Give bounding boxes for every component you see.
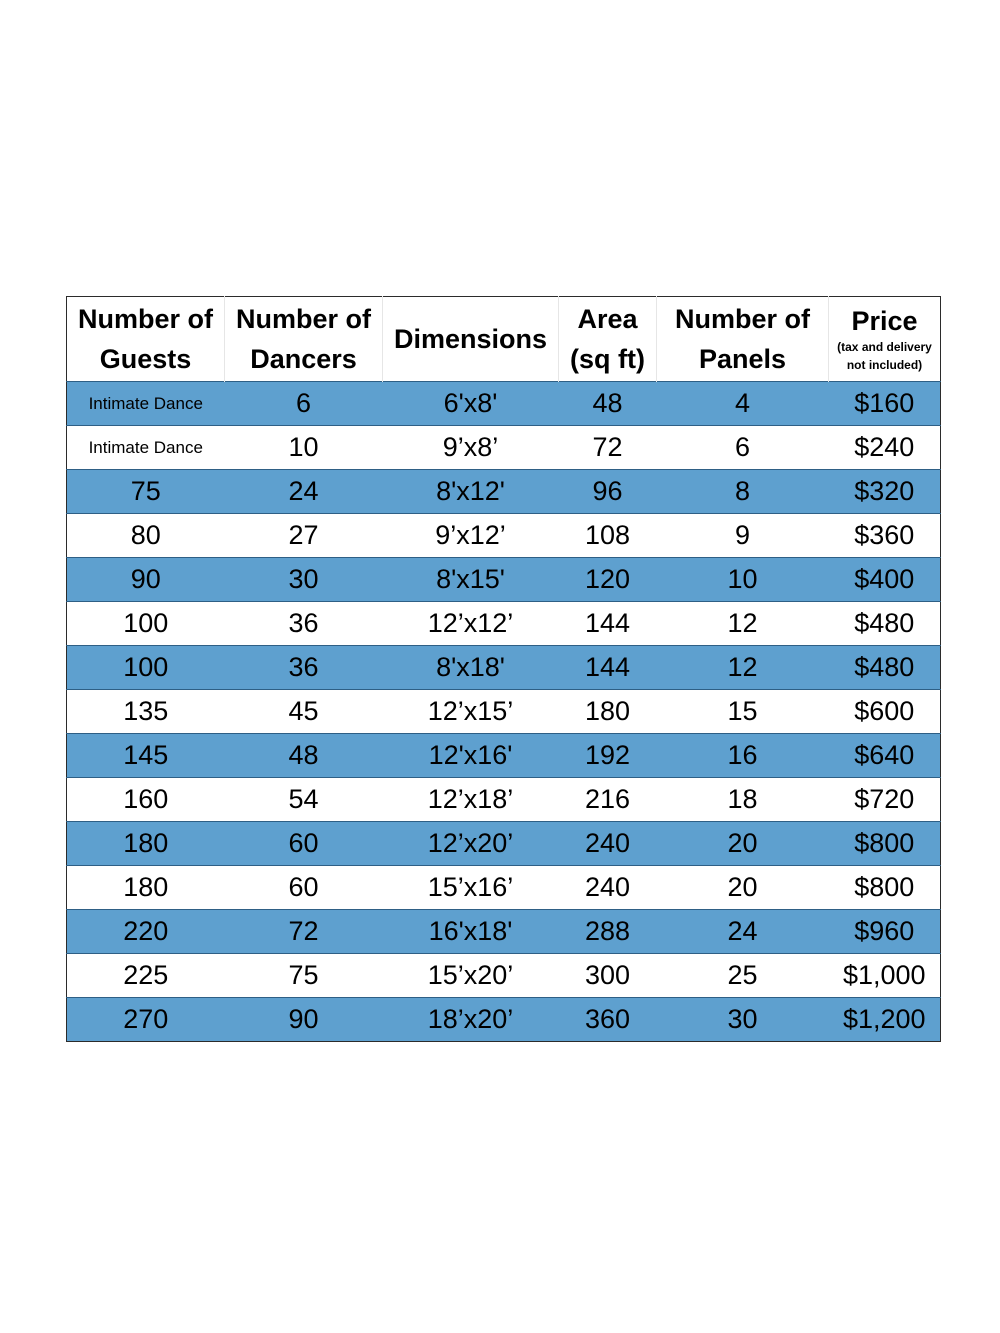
cell-panels: 6 (657, 426, 829, 470)
header-dimensions-label: Dimensions (393, 324, 548, 354)
cell-panels: 12 (657, 602, 829, 646)
cell-guests: 90 (67, 558, 225, 602)
table-row (67, 602, 941, 646)
cell-price: $1,200 (829, 998, 941, 1042)
cell-panels: 24 (657, 910, 829, 954)
cell-guests: 100 (67, 646, 225, 690)
cell-dancers: 36 (225, 646, 383, 690)
table-row (67, 690, 941, 734)
cell-area: 144 (559, 646, 657, 690)
table-row (67, 514, 941, 558)
header-price-note-line2: not included) (846, 358, 923, 372)
cell-guests: 100 (67, 602, 225, 646)
cell-area: 180 (559, 690, 657, 734)
cell-dimensions: 16'x18' (383, 910, 559, 954)
table-row (67, 426, 941, 470)
table-row (67, 734, 941, 778)
cell-dancers: 36 (225, 602, 383, 646)
cell-panels: 8 (657, 470, 829, 514)
cell-guests: 80 (67, 514, 225, 558)
table-body (67, 382, 941, 1042)
table-row (67, 778, 941, 822)
cell-dancers: 6 (225, 382, 383, 426)
cell-panels: 9 (657, 514, 829, 558)
cell-dimensions: 12'x16' (383, 734, 559, 778)
cell-dimensions: 9’x8’ (383, 426, 559, 470)
cell-dancers: 90 (225, 998, 383, 1042)
cell-panels: 30 (657, 998, 829, 1042)
table-row (67, 470, 941, 514)
header-guests (67, 297, 225, 382)
cell-area: 192 (559, 734, 657, 778)
cell-price: $720 (829, 778, 941, 822)
cell-guests: 270 (67, 998, 225, 1042)
cell-panels: 16 (657, 734, 829, 778)
cell-area: 48 (559, 382, 657, 426)
cell-dancers: 48 (225, 734, 383, 778)
cell-guests: 225 (67, 954, 225, 998)
header-dancers-line2: Dancers (250, 344, 357, 374)
cell-guests: 160 (67, 778, 225, 822)
cell-panels: 18 (657, 778, 829, 822)
table-row (67, 866, 941, 910)
cell-guests: 75 (67, 470, 225, 514)
header-price-label: Price (851, 306, 918, 336)
cell-panels: 20 (657, 866, 829, 910)
cell-price: $480 (829, 602, 941, 646)
header-row (67, 297, 941, 382)
cell-area: 300 (559, 954, 657, 998)
cell-area: 72 (559, 426, 657, 470)
cell-dimensions: 8'x12' (383, 470, 559, 514)
cell-area: 144 (559, 602, 657, 646)
header-price-note-line1: (tax and delivery (837, 340, 932, 354)
cell-dancers: 45 (225, 690, 383, 734)
cell-dancers: 10 (225, 426, 383, 470)
cell-area: 96 (559, 470, 657, 514)
cell-dancers: 30 (225, 558, 383, 602)
table-row (67, 558, 941, 602)
cell-dimensions: 15’x16’ (383, 866, 559, 910)
header-dimensions (383, 297, 559, 382)
cell-price: $240 (829, 426, 941, 470)
cell-dimensions: 8'x18' (383, 646, 559, 690)
cell-dancers: 60 (225, 866, 383, 910)
cell-guests: Intimate Dance (67, 426, 225, 470)
cell-dancers: 72 (225, 910, 383, 954)
table-header (67, 297, 941, 382)
cell-area: 240 (559, 822, 657, 866)
cell-price: $1,000 (829, 954, 941, 998)
header-area-line1: Area (577, 304, 638, 334)
cell-panels: 12 (657, 646, 829, 690)
cell-price: $800 (829, 866, 941, 910)
table-row (67, 382, 941, 426)
cell-dimensions: 9’x12’ (383, 514, 559, 558)
cell-guests: 180 (67, 866, 225, 910)
cell-dancers: 75 (225, 954, 383, 998)
cell-dimensions: 12’x18’ (383, 778, 559, 822)
header-price (829, 297, 941, 382)
cell-dimensions: 12’x15’ (383, 690, 559, 734)
cell-dimensions: 6'x8' (383, 382, 559, 426)
cell-price: $960 (829, 910, 941, 954)
cell-guests: 180 (67, 822, 225, 866)
cell-price: $320 (829, 470, 941, 514)
cell-area: 288 (559, 910, 657, 954)
table-row (67, 910, 941, 954)
header-panels-line2: Panels (698, 344, 787, 374)
cell-price: $640 (829, 734, 941, 778)
cell-area: 108 (559, 514, 657, 558)
header-dancers (225, 297, 383, 382)
cell-price: $160 (829, 382, 941, 426)
cell-dimensions: 15’x20’ (383, 954, 559, 998)
cell-dancers: 60 (225, 822, 383, 866)
cell-guests: 220 (67, 910, 225, 954)
dance-floor-pricing-table (66, 296, 941, 1042)
cell-panels: 4 (657, 382, 829, 426)
cell-price: $400 (829, 558, 941, 602)
cell-area: 240 (559, 866, 657, 910)
cell-price: $480 (829, 646, 941, 690)
cell-price: $800 (829, 822, 941, 866)
cell-dancers: 27 (225, 514, 383, 558)
cell-panels: 10 (657, 558, 829, 602)
cell-panels: 25 (657, 954, 829, 998)
table-row (67, 954, 941, 998)
cell-dimensions: 8'x15' (383, 558, 559, 602)
table-row (67, 998, 941, 1042)
header-guests-line1: Number of (78, 304, 213, 334)
cell-panels: 20 (657, 822, 829, 866)
cell-guests: Intimate Dance (67, 382, 225, 426)
cell-dimensions: 12’x20’ (383, 822, 559, 866)
cell-guests: 135 (67, 690, 225, 734)
cell-price: $600 (829, 690, 941, 734)
cell-guests: 145 (67, 734, 225, 778)
cell-area: 360 (559, 998, 657, 1042)
header-area-line2: (sq ft) (570, 344, 645, 374)
header-dancers-line1: Number of (236, 304, 371, 334)
cell-price: $360 (829, 514, 941, 558)
table-row (67, 822, 941, 866)
header-panels-line1: Number of (675, 304, 810, 334)
cell-dancers: 24 (225, 470, 383, 514)
cell-dancers: 54 (225, 778, 383, 822)
header-panels (657, 297, 829, 382)
cell-panels: 15 (657, 690, 829, 734)
cell-area: 120 (559, 558, 657, 602)
cell-dimensions: 18’x20’ (383, 998, 559, 1042)
table-row (67, 646, 941, 690)
header-area (559, 297, 657, 382)
header-guests-line2: Guests (99, 344, 192, 374)
cell-dimensions: 12’x12’ (383, 602, 559, 646)
cell-area: 216 (559, 778, 657, 822)
